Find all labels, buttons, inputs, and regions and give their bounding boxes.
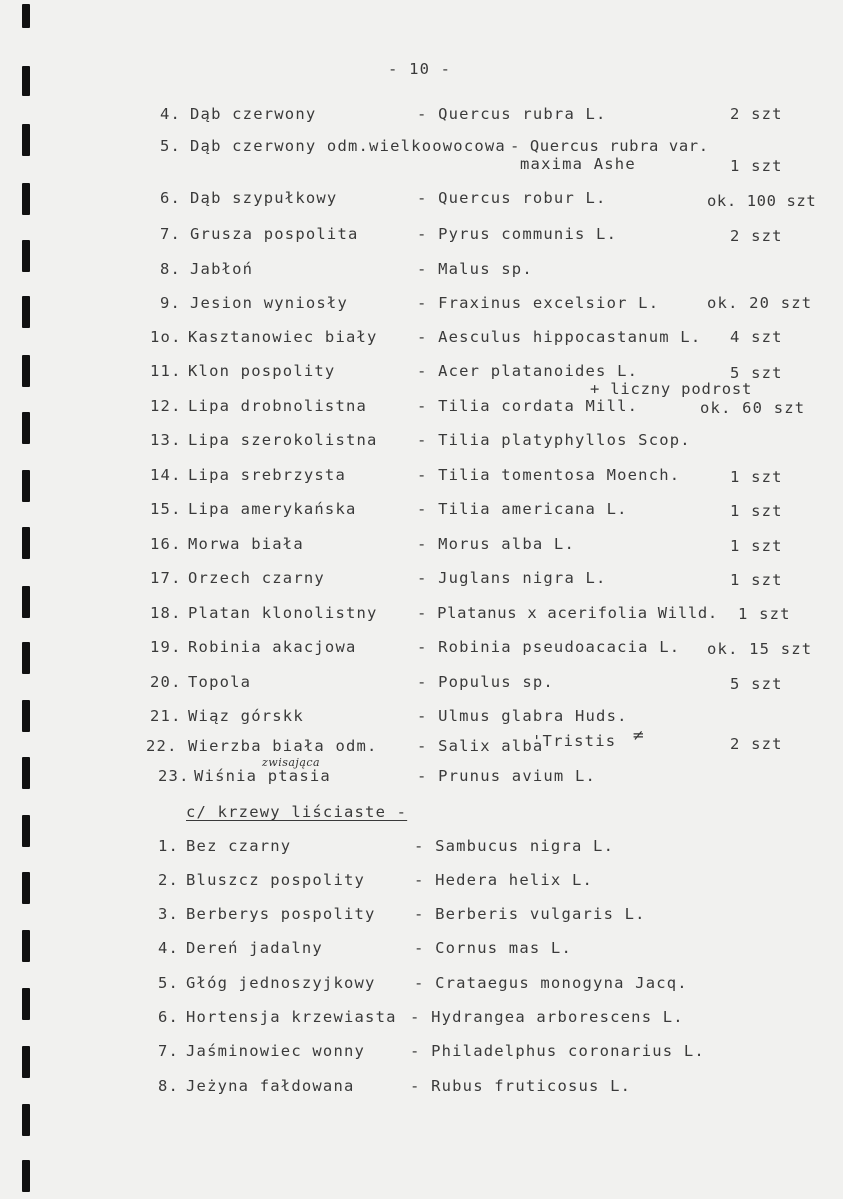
latin-name: - Tilia cordata Mill. (417, 397, 639, 415)
list-item-number: 1o. (150, 328, 182, 346)
polish-name: Bez czarny (186, 837, 292, 855)
latin-name: - Salix alba (417, 737, 544, 755)
list-item-number: 8. (158, 1077, 180, 1095)
polish-name: Platan klonolistny (188, 604, 378, 622)
binder-hole-mark (22, 815, 30, 847)
binder-hole-mark (22, 470, 30, 502)
binder-hole-mark (22, 1046, 30, 1078)
polish-name: Berberys pospolity (186, 905, 376, 923)
list-item-number: 2. (158, 871, 180, 889)
note: + liczny podrost (590, 380, 753, 398)
polish-name: Robinia akacjowa (188, 638, 357, 656)
latin-name: - Hydrangea arborescens L. (410, 1008, 684, 1026)
quantity: 4 szt (730, 328, 783, 346)
quantity: 1 szt (730, 537, 783, 555)
polish-name: Klon pospolity (188, 362, 336, 380)
list-item-number: 6. (160, 189, 182, 207)
latin-name: - Fraxinus excelsior L. (417, 294, 660, 312)
binder-hole-mark (22, 183, 30, 215)
latin-name: - Sambucus nigra L. (414, 837, 615, 855)
list-item-number: 12. (150, 397, 182, 415)
quantity: 2 szt (730, 227, 783, 245)
polish-name: Hortensja krzewiasta (186, 1008, 397, 1026)
list-item-number: 7. (160, 225, 182, 243)
polish-name: Grusza pospolita (190, 225, 359, 243)
list-item-number: 6. (158, 1008, 180, 1026)
list-item-number: 15. (150, 500, 182, 518)
list-item-number: 16. (150, 535, 182, 553)
latin-name: - Morus alba L. (417, 535, 575, 553)
list-item-number: 9. (160, 294, 182, 312)
latin-name-continued: maxima Ashe (520, 155, 636, 173)
section-heading: c/ krzewy liściaste - (186, 803, 408, 821)
binder-hole-mark (22, 700, 30, 732)
quantity: 1 szt (730, 571, 783, 589)
quantity: ok. 60 szt (700, 399, 806, 417)
binder-hole-mark (22, 66, 30, 96)
list-item-number: 23. (158, 767, 190, 785)
polish-name: Wiśnia ptasia (194, 767, 331, 785)
list-item-number: 3. (158, 905, 180, 923)
polish-name: Dąb szypułkowy (190, 189, 338, 207)
binder-hole-mark (22, 412, 30, 444)
polish-name: Morwa biała (188, 535, 304, 553)
quantity: 1 szt (738, 605, 791, 623)
latin-name: - Juglans nigra L. (417, 569, 607, 587)
list-item-number: 21. (150, 707, 182, 725)
polish-name: Topola (188, 673, 252, 691)
handwritten-note: zwisająca (262, 756, 321, 769)
list-item-number: 14. (150, 466, 182, 484)
quantity: 1 szt (730, 502, 783, 520)
latin-name: - Tilia americana L. (417, 500, 628, 518)
latin-name: - Quercus rubra L. (417, 105, 607, 123)
latin-name: - Malus sp. (417, 260, 533, 278)
quantity: 5 szt (730, 364, 783, 382)
list-item-number: 20. (150, 673, 182, 691)
list-item-number: 19. (150, 638, 182, 656)
polish-name: Dąb czerwony odm.wielkoowocowa (190, 137, 506, 155)
binder-hole-mark (22, 586, 30, 618)
latin-name: - Prunus avium L. (417, 767, 597, 785)
binder-hole-mark (22, 872, 30, 904)
list-item-number: 1. (158, 837, 180, 855)
polish-name: Jaśminowiec wonny (186, 1042, 366, 1060)
polish-name: Dereń jadalny (186, 939, 323, 957)
latin-name: - Acer platanoides L. (417, 362, 639, 380)
quantity: 2 szt (730, 105, 783, 123)
list-item-number: 4. (158, 939, 180, 957)
list-item-number: 11. (150, 362, 182, 380)
list-item-number: 13. (150, 431, 182, 449)
binder-hole-mark (22, 4, 30, 28)
polish-name: Lipa drobnolistna (188, 397, 368, 415)
binder-hole-mark (22, 988, 30, 1020)
quantity: ok. 100 szt (707, 192, 817, 210)
list-item-number: 18. (150, 604, 182, 622)
page-number: - 10 - (388, 60, 452, 78)
latin-name: - Hedera helix L. (414, 871, 594, 889)
handwritten-mark: ≠ (632, 726, 646, 744)
latin-name: - Robinia pseudoacacia L. (417, 638, 681, 656)
latin-name-suffix: 'Tristis (532, 732, 617, 750)
list-item-number: 4. (160, 105, 182, 123)
binder-hole-mark (22, 757, 30, 789)
quantity: 1 szt (730, 468, 783, 486)
binder-hole-mark (22, 124, 30, 156)
latin-name: - Philadelphus coronarius L. (410, 1042, 705, 1060)
quantity: 2 szt (730, 735, 783, 753)
quantity: 5 szt (730, 675, 783, 693)
polish-name: Jesion wyniosły (190, 294, 348, 312)
latin-name: - Tilia platyphyllos Scop. (417, 431, 691, 449)
polish-name: Bluszcz pospolity (186, 871, 366, 889)
latin-name: - Aesculus hippocastanum L. (417, 328, 702, 346)
latin-name: - Quercus robur L. (417, 189, 607, 207)
latin-name: - Ulmus glabra Huds. (417, 707, 628, 725)
binder-hole-mark (22, 527, 30, 559)
list-item-number: 22. (146, 737, 178, 755)
polish-name: Lipa amerykańska (188, 500, 357, 518)
polish-name: Lipa szerokolistna (188, 431, 378, 449)
binder-hole-mark (22, 642, 30, 674)
quantity: ok. 15 szt (707, 640, 813, 658)
latin-name: - Rubus fruticosus L. (410, 1077, 632, 1095)
polish-name: Kasztanowiec biały (188, 328, 378, 346)
list-item-number: 17. (150, 569, 182, 587)
latin-name: - Pyrus communis L. (417, 225, 618, 243)
polish-name: Głóg jednoszyjkowy (186, 974, 376, 992)
binder-hole-mark (22, 296, 30, 328)
polish-name: Wiąz górskk (188, 707, 304, 725)
list-item-number: 5. (160, 137, 182, 155)
latin-name: - Tilia tomentosa Moench. (417, 466, 681, 484)
binder-hole-mark (22, 1104, 30, 1136)
latin-name: - Populus sp. (417, 673, 554, 691)
list-item-number: 7. (158, 1042, 180, 1060)
list-item-number: 5. (158, 974, 180, 992)
latin-name: - Crataegus monogyna Jacq. (414, 974, 688, 992)
latin-name: - Quercus rubra var. (510, 137, 709, 155)
quantity: ok. 20 szt (707, 294, 813, 312)
binder-hole-mark (22, 355, 30, 387)
latin-name: - Berberis vulgaris L. (414, 905, 646, 923)
latin-name: - Cornus mas L. (414, 939, 572, 957)
latin-name: - Platanus x acerifolia Willd. (417, 604, 718, 622)
list-item-number: 8. (160, 260, 182, 278)
polish-name: Wierzba biała odm. (188, 737, 378, 755)
polish-name: Orzech czarny (188, 569, 325, 587)
polish-name: Dąb czerwony (190, 105, 317, 123)
binder-hole-mark (22, 240, 30, 272)
polish-name: Jeżyna fałdowana (186, 1077, 355, 1095)
binder-hole-mark (22, 1160, 30, 1192)
polish-name: Lipa srebrzysta (188, 466, 346, 484)
quantity: 1 szt (730, 157, 783, 175)
polish-name: Jabłoń (190, 260, 254, 278)
binder-hole-mark (22, 930, 30, 962)
